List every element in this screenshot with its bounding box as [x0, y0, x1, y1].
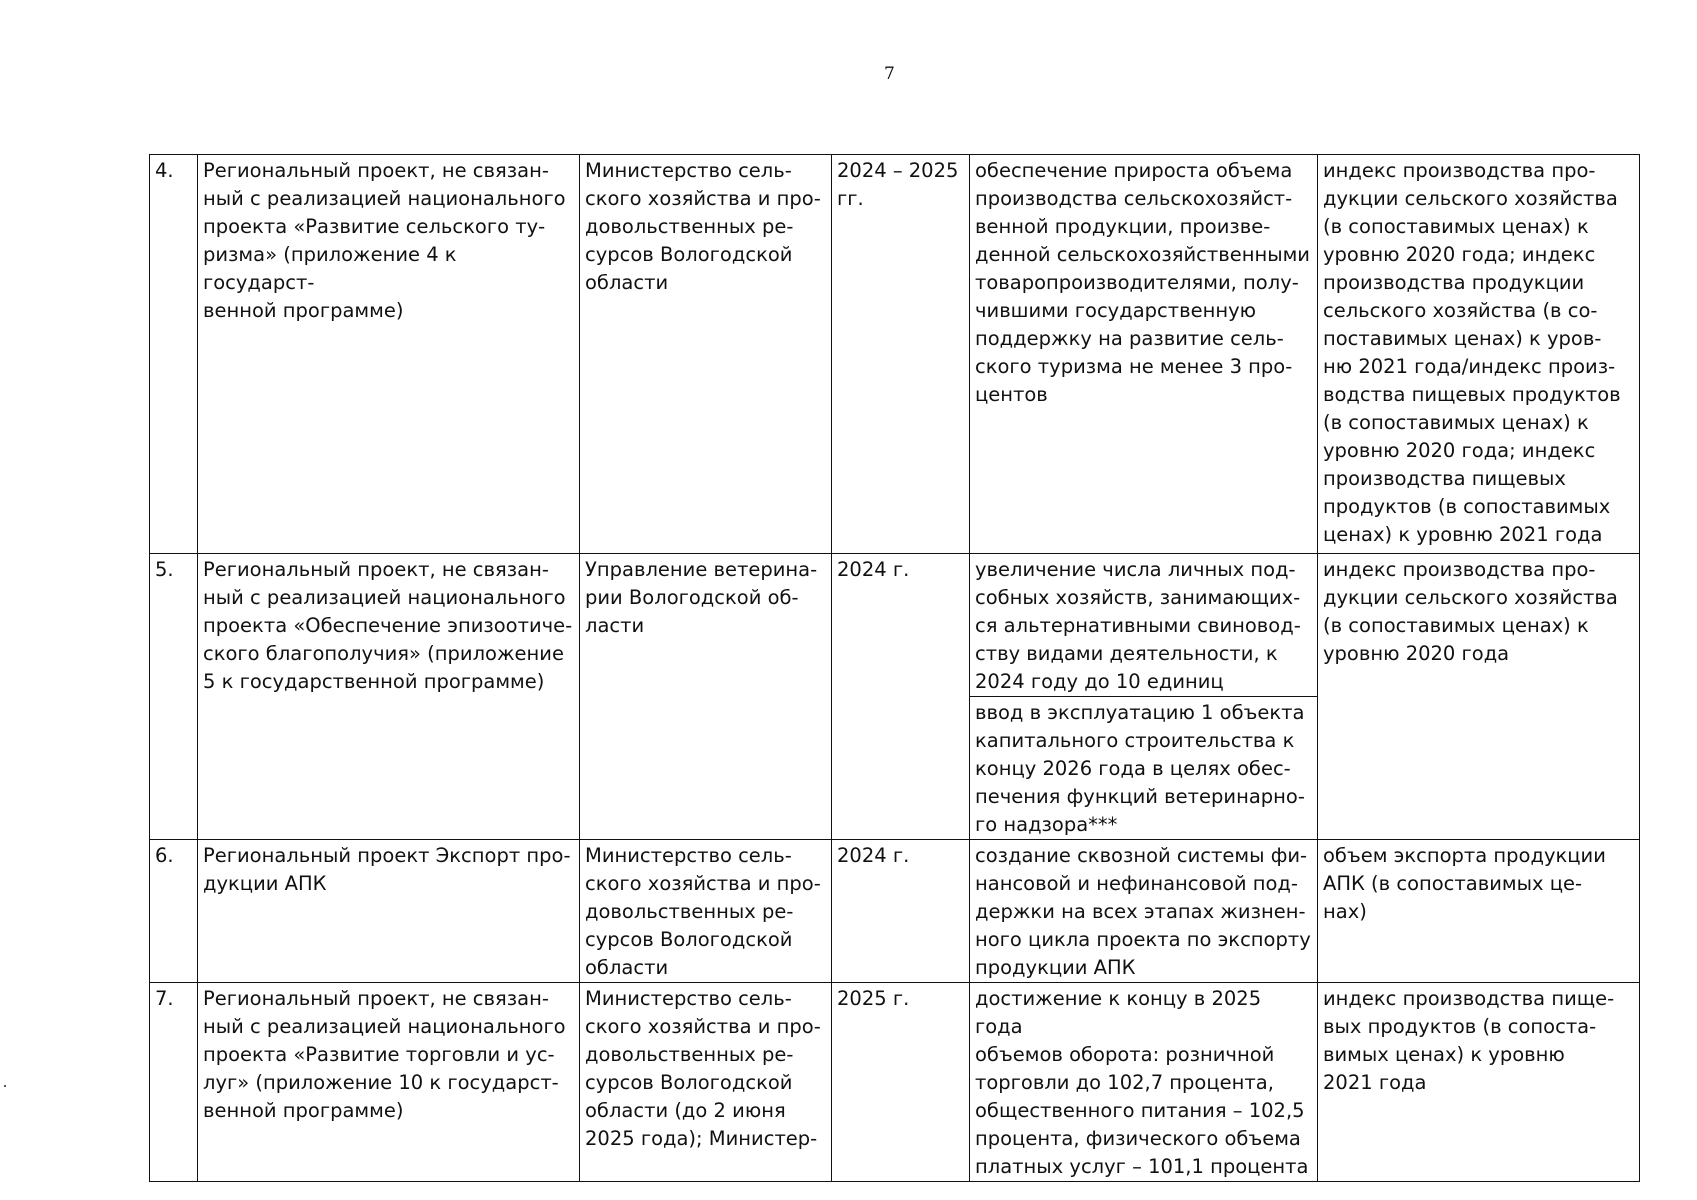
program-structure-table — [149, 154, 1640, 1182]
responsible-cell: Министерство сель- ского хозяйства и про- довольственных ре- сурсов Вологодской области — [580, 155, 832, 554]
row-number-cell: 7. — [150, 983, 198, 1182]
scan-speck — [4, 1085, 6, 1087]
period-cell: 2024 г. — [832, 840, 970, 983]
responsible-cell: Министерство сель- ского хозяйства и про- довольственных ре- сурсов Вологодской области — [580, 840, 832, 983]
task-cell: обеспечение прироста объема производства сельскохозяйст- венной продукции, произве- денной сельскохозяйственными товаропроизводителями, полу- чившими государственную поддержку на развитие сель- ского туризма не менее 3 про- центов — [970, 155, 1318, 554]
page-number: 7 — [884, 64, 895, 84]
task-cell: создание сквозной системы фи- нансовой и нефинансовой под- держки на всех этапах жизнен- ного цикла проекта по экспорту продукции АПК — [970, 840, 1318, 983]
period-cell: 2024 г. — [832, 554, 970, 840]
table-row — [150, 983, 1640, 1182]
task-cell: ввод в эксплуатацию 1 объекта капитального строительства к концу 2026 года в целях обес- печения функций ветеринарно- го надзора*** — [970, 697, 1318, 840]
table-row — [150, 155, 1640, 554]
responsible-cell: Министерство сель- ского хозяйства и про- довольственных ре- сурсов Вологодской области (до 2 июня 2025 года); Министер- — [580, 983, 832, 1182]
row-number-cell: 6. — [150, 840, 198, 983]
period-cell: 2025 г. — [832, 983, 970, 1182]
task-cell: достижение к концу в 2025 года объемов оборота: розничной торговли до 102,7 процента, общественного питания – 102,5 процента, физического объема платных услуг – 101,1 процента — [970, 983, 1318, 1182]
project-name-cell: Региональный проект, не связан- ный с реализацией национального проекта «Развитие торговли и ус- луг» (приложение 10 к государст- венной программе) — [198, 983, 580, 1182]
task-cell: увеличение числа личных под- собных хозяйств, занимающих- ся альтернативными свиновод- ству видами деятельности, к 2024 году до 10 единиц — [970, 554, 1318, 697]
project-name-cell: Региональный проект Экспорт про- дукции АПК — [198, 840, 580, 983]
indicators-cell: объем экспорта продукции АПК (в сопоставимых це- нах) — [1318, 840, 1640, 983]
indicators-cell: индекс производства пище- вых продуктов (в сопоста- вимых ценах) к уровню 2021 года — [1318, 983, 1640, 1182]
indicators-cell: индекс производства про- дукции сельского хозяйства (в сопоставимых ценах) к уровню 2020 года; индекс производства продукции сельского хозяйства (в со- поставимых ценах) к уров- ню 2021 года/индекс произ- водства пищевых продуктов (в сопоставимых ценах) к уровню 2020 года; индекс производства пищевых продуктов (в сопоставимых ценах) к уровню 2021 года — [1318, 155, 1640, 554]
responsible-cell: Управление ветерина- рии Вологодской об- ласти — [580, 554, 832, 840]
row-number-cell: 4. — [150, 155, 198, 554]
table-row — [150, 840, 1640, 983]
project-name-cell: Региональный проект, не связан- ный с реализацией национального проекта «Обеспечение эпизоотиче- ского благополучия» (приложение 5 к государственной программе) — [198, 554, 580, 840]
indicators-cell: индекс производства про- дукции сельского хозяйства (в сопоставимых ценах) к уровню 2020 года — [1318, 554, 1640, 840]
period-cell: 2024 – 2025 гг. — [832, 155, 970, 554]
table-row — [150, 554, 1640, 697]
project-name-cell: Региональный проект, не связан- ный с реализацией национального проекта «Развитие сельского ту- ризма» (приложение 4 к государст- венной программе) — [198, 155, 580, 554]
row-number-cell: 5. — [150, 554, 198, 840]
